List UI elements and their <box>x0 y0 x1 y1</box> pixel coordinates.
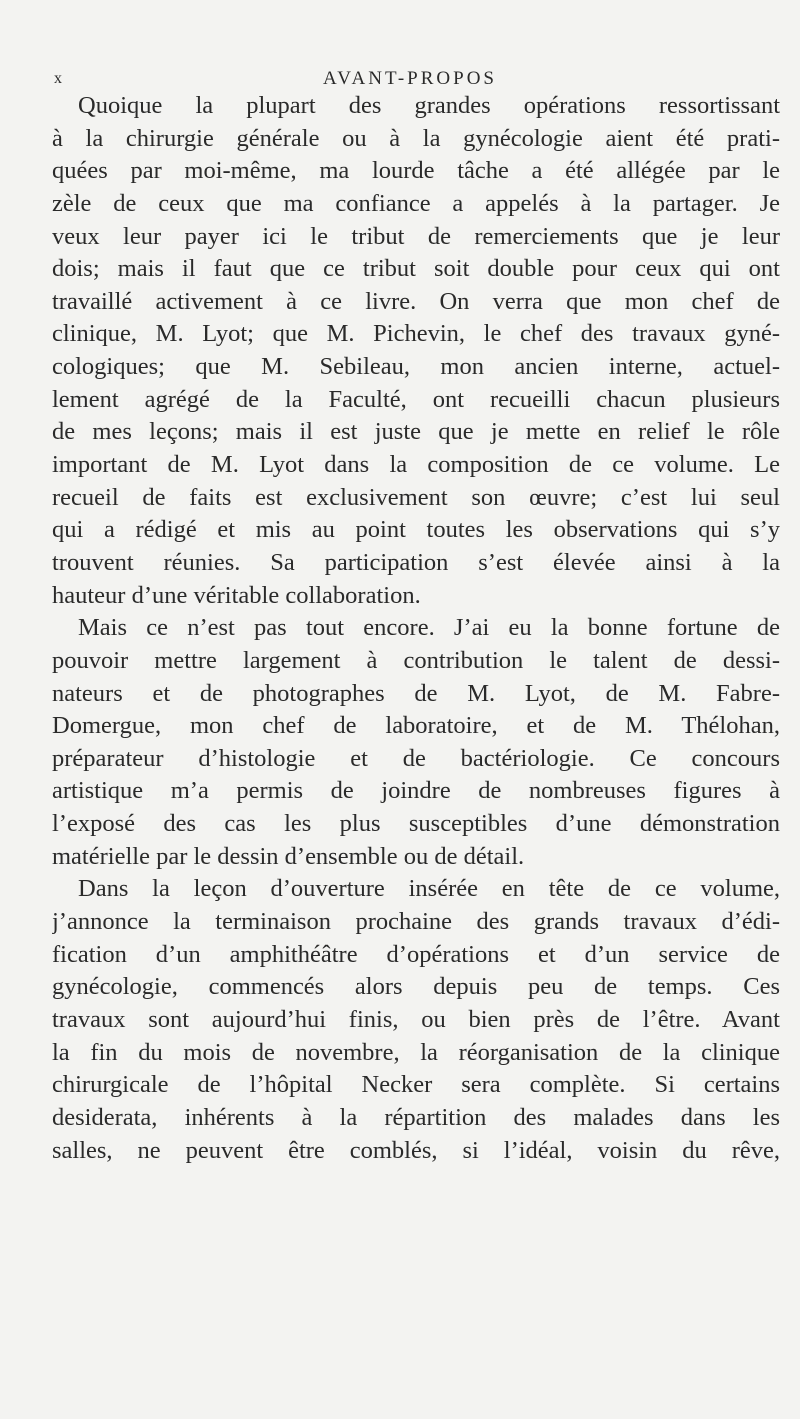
text-line: quées par moi-même, ma lourde tâche a été allégée par le <box>52 157 780 185</box>
text-line: l’exposé des cas les plus susceptibles d’une démonstration <box>52 810 780 838</box>
running-title: AVANT-PROPOS <box>323 68 497 89</box>
text-line: j’annonce la terminaison prochaine des grands travaux d’édi- <box>52 908 780 936</box>
text-line: lement agrégé de la Faculté, ont recueilli chacun plusieurs <box>52 385 780 413</box>
text-line: matérielle par le dessin d’ensemble ou de détail. <box>52 842 525 870</box>
text-line: artistique m’a permis de joindre de nombreuses figures à <box>52 777 780 805</box>
text-line: cologiques; que M. Sebileau, mon ancien interne, actuel- <box>52 353 780 381</box>
text-line: nateurs et de photographes de M. Lyot, de M. Fabre- <box>52 679 780 707</box>
text-line: qui a rédigé et mis au point toutes les observations qui s’y <box>52 516 780 544</box>
text-line: clinique, M. Lyot; que M. Pichevin, le chef des travaux gyné- <box>52 320 780 348</box>
text-line: de mes leçons; mais il est juste que je mette en relief le rôle <box>52 418 780 446</box>
text-line: Dans la leçon d’ouverture insérée en tête de ce volume, <box>78 875 780 903</box>
text-line: hauteur d’une véritable collaboration. <box>52 581 421 609</box>
text-line: fication d’un amphithéâtre d’opérations et d’un service de <box>52 940 780 968</box>
text-line: la fin du mois de novembre, la réorganisation de la clinique <box>52 1038 780 1066</box>
text-line: gynécologie, commencés alors depuis peu de temps. Ces <box>52 973 780 1001</box>
text-line: Domergue, mon chef de laboratoire, et de M. Thélohan, <box>52 712 780 740</box>
text-line: Quoique la plupart des grandes opérations ressortissant <box>78 92 780 119</box>
text-line: trouvent réunies. Sa participation s’est élevée ainsi à la <box>52 548 780 576</box>
text-line: Mais ce n’est pas tout encore. J’ai eu la bonne fortune de <box>78 614 780 642</box>
text-line: travaillé activement à ce livre. On verra que mon chef de <box>52 287 780 315</box>
page-number: x <box>54 70 63 87</box>
text-line: salles, ne peuvent être comblés, si l’idéal, voisin du rêve, <box>52 1136 780 1164</box>
text-line: pouvoir mettre largement à contribution le talent de dessi- <box>52 646 780 674</box>
text-line: veux leur payer ici le tribut de remerciements que je leur <box>52 222 780 250</box>
text-line: préparateur d’histologie et de bactériologie. Ce concours <box>52 744 780 772</box>
text-line: à la chirurgie générale ou à la gynécologie aient été prati- <box>52 124 780 152</box>
text-line: desiderata, inhérents à la répartition des malades dans les <box>52 1103 780 1131</box>
body-text <box>52 90 780 1167</box>
text-line: zèle de ceux que ma confiance a appelés à la partager. Je <box>52 189 780 217</box>
text-line: important de M. Lyot dans la composition de ce volume. Le <box>52 451 780 479</box>
text-line: travaux sont aujourd’hui finis, ou bien près de l’être. Avant <box>52 1005 780 1033</box>
text-line: dois; mais il faut que ce tribut soit double pour ceux qui ont <box>52 255 780 283</box>
text-line: recueil de faits est exclusivement son œuvre; c’est lui seul <box>52 483 780 511</box>
text-line: chirurgicale de l’hôpital Necker sera complète. Si certains <box>52 1071 780 1099</box>
